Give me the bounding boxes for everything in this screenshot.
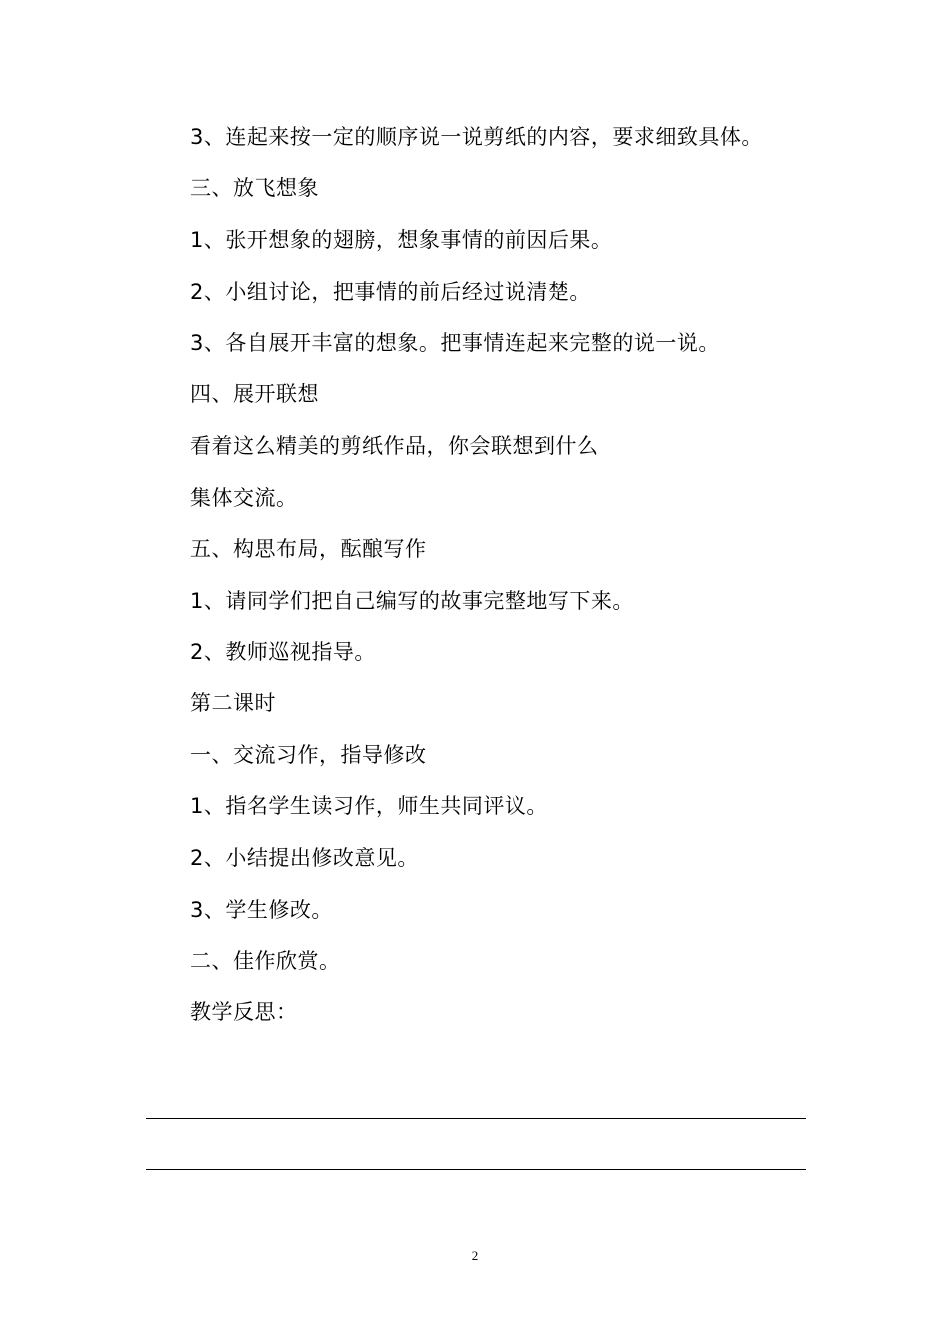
reflection-label: 教学反思： <box>190 1000 298 1024</box>
paragraph: 1、张开想象的翅膀，想象事情的前因后果。 <box>190 228 613 252</box>
page-number: 2 <box>471 1248 479 1263</box>
lesson-heading: 第二课时 <box>190 691 276 715</box>
paragraph: 2、教师巡视指导。 <box>190 640 376 664</box>
paragraph: 3、连起来按一定的顺序说一说剪纸的内容，要求细致具体。 <box>190 125 763 149</box>
writing-line <box>146 1118 806 1119</box>
section-heading: 三、放飞想象 <box>190 176 319 200</box>
paragraph: 1、指名学生读习作，师生共同评议。 <box>190 794 548 818</box>
section-heading: 四、展开联想 <box>190 382 319 406</box>
paragraph: 1、请同学们把自己编写的故事完整地写下来。 <box>190 589 634 613</box>
paragraph: 3、学生修改。 <box>190 898 333 922</box>
paragraph: 2、小组讨论，把事情的前后经过说清楚。 <box>190 280 591 304</box>
writing-line <box>146 1169 806 1170</box>
section-heading: 五、构思布局，酝酿写作 <box>190 537 427 561</box>
paragraph: 集体交流。 <box>190 486 298 510</box>
section-heading: 二、佳作欣赏。 <box>190 949 341 973</box>
section-heading: 一、交流习作，指导修改 <box>190 743 427 767</box>
paragraph: 看着这么精美的剪纸作品，你会联想到什么 <box>190 434 599 458</box>
paragraph: 2、小结提出修改意见。 <box>190 846 419 870</box>
paragraph: 3、各自展开丰富的想象。把事情连起来完整的说一说。 <box>190 331 720 355</box>
